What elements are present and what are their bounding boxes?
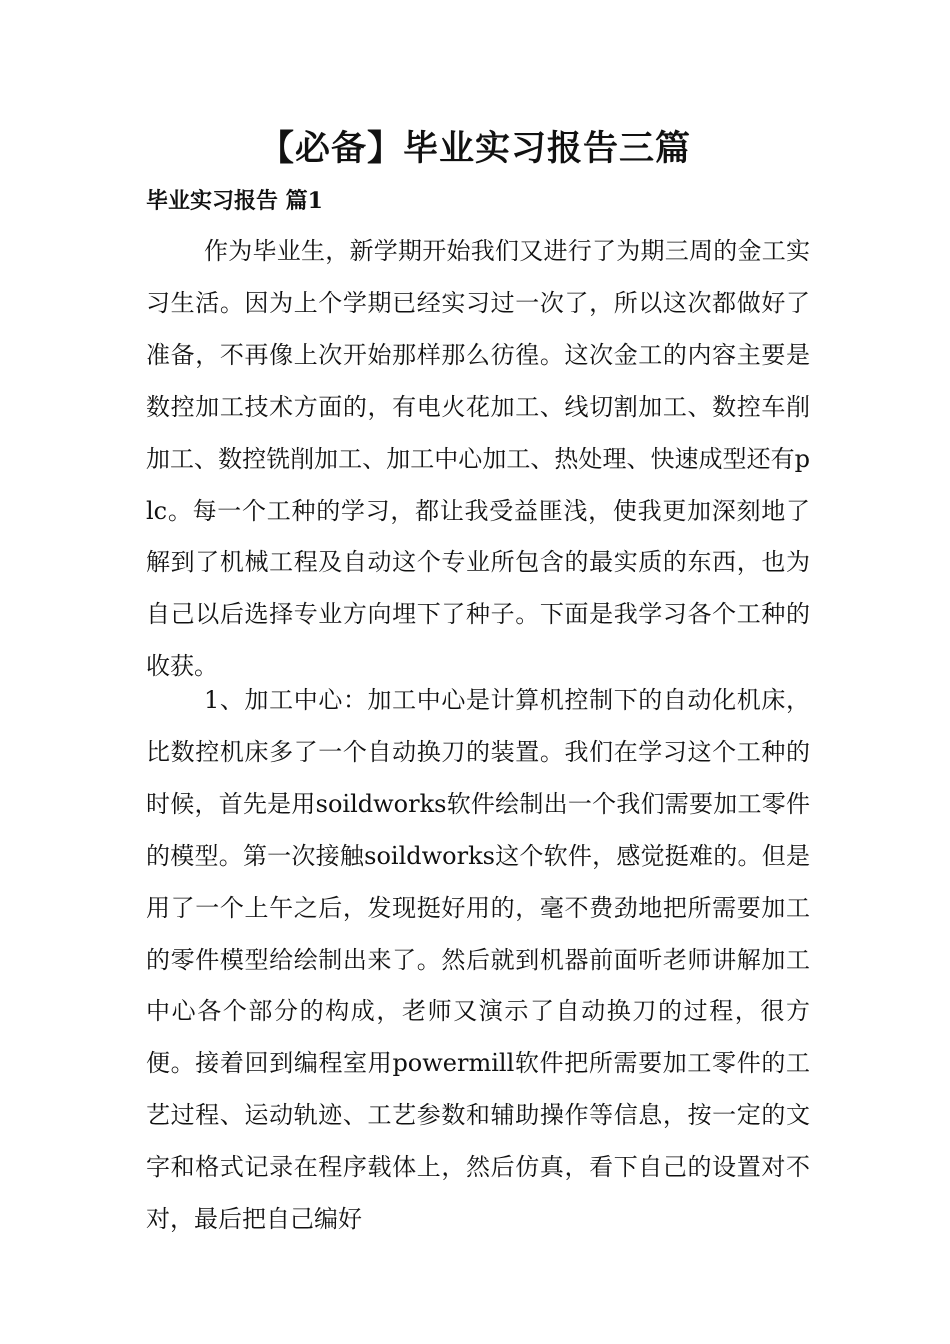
document-title: 【必备】毕业实习报告三篇 <box>258 129 691 169</box>
body-paragraph: 作为毕业生，新学期开始我们又进行了为期三周的金工实习生活。因为上个学期已经实习过一次了，所以这次都做好了准备，不再像上次开始那样那么彷徨。这次金工的内容主要是数控加工技术方面的，有电火花加工、线切割加工、数控车削加工、数控铣削加工、加工中心加工、热处理、快速成型还有plc。每一个工种的学习，都让我受益匪浅，使我更加深刻地了解到了机械工程及自动这个专业所包含的最实质的东西，也为自己以后选择专业方向埋下了种子。下面是我学习各个工种的收获。 <box>146 237 810 681</box>
body-paragraph: 1、加工中心：加工中心是计算机控制下的自动化机床，比数控机床多了一个自动换刀的装置。我们在学习这个工种的时候，首先是用soildworks软件绘制出一个我们需要加工零件的模型。第一次接触soildworks这个软件，感觉挺难的。但是用了一个上午之后，发现挺好用的，毫不费劲地把所需要加工的零件模型给绘制出来了。然后就到机器前面听老师讲解加工中心各个部分的构成，老师又演示了自动换刀的过程，很方便。接着回到编程室用powermill软件把所需要加工零件的工艺过程、运动轨迹、工艺参数和辅助操作等信息，按一定的文字和格式记录在程序载体上，然后仿真，看下自己的设置对不对，最后把自己编好 <box>146 686 810 1234</box>
section-heading: 毕业实习报告 篇1 <box>146 188 323 214</box>
